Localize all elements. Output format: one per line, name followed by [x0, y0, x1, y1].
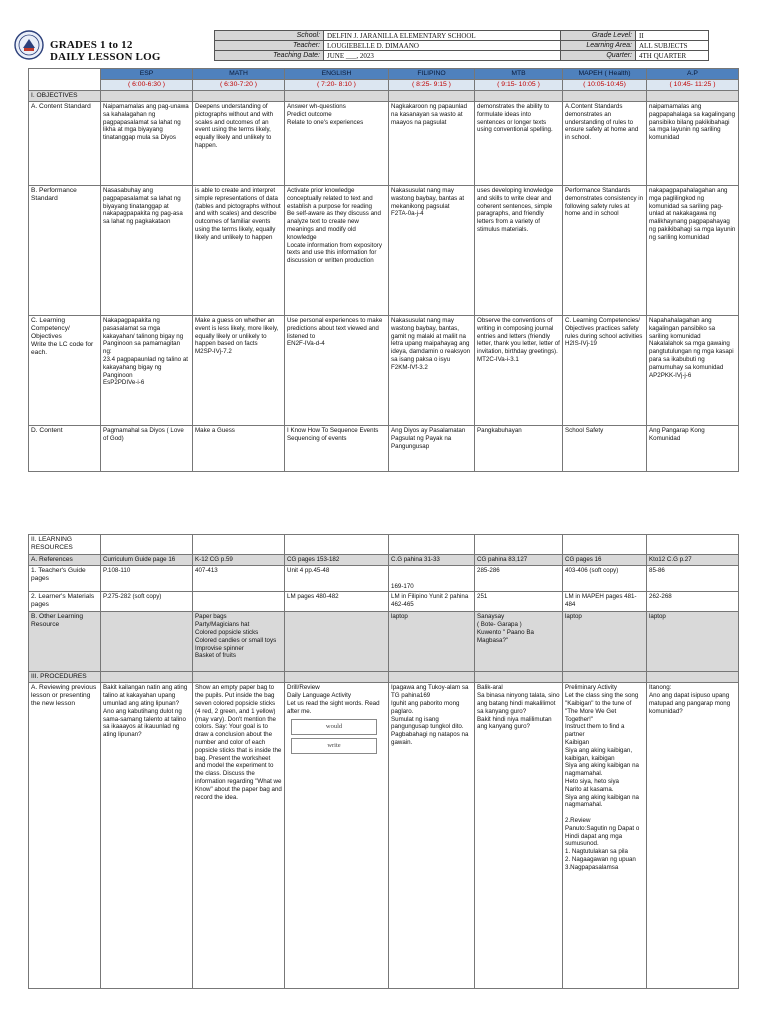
review-cell: Preliminary Activity Let the class sing the song "Kaibigan" to the tune of "The More We Get Together!" Instruct them to find a partner Kaibigan Siya ang aking kaibigan, kaibigan, kaibigan Siya ang aking kaibigan na nagmamahal. Heto siya, heto siya Narito at kasama. Siya ang aking kaibigan na nagmamahal. 2.Review Panuto:Sagutin ng Dapat o Hindi dapat ang mga sumusunod. 1. Nagtutulakan sa pila 2. Nagaagawan ng upuan 3.Nagpapasalamsa [563, 683, 647, 989]
references-cell: Curriculum Guide page 16 [101, 555, 193, 566]
time-math: ( 6:30-7:20 ) [193, 80, 285, 91]
teacher-guide-cell: 85-86 [647, 566, 739, 592]
teacher-guide-cell: 403-406 (soft copy) [563, 566, 647, 592]
area-value: ALL SUBJECTS [636, 41, 709, 51]
content-standard-label: A. Content Standard [29, 102, 101, 186]
competency-row [29, 316, 739, 426]
objectives-section [28, 68, 738, 472]
content-cell: I Know How To Sequence Events Sequencing of events [285, 426, 389, 472]
other-resources-cell: laptop [563, 612, 647, 672]
content-standard-cell: Naipamamalas ang pag-unawa sa kahalagahan ng pagpapasalamat sa lahat ng likha at mga biyayang tinatanggap mula sa Diyos [101, 102, 193, 186]
competency-cell: Nakapagpapakita ng pasasalamat sa mga kakayahan/ talinong bigay ng Panginoon sa pamamagitan ng: 23.4 pagpapaunlad ng talino at kakayahang bigay ng Panginoon EsP2PDIVe-i-6 [101, 316, 193, 426]
objectives-table [28, 68, 739, 472]
content-standard-cell: naipamamalas ang pagpapahalaga sa kagalingang pansibiko bilang pakikibahagi sa mga layunin ng sariling komunidad [647, 102, 739, 186]
time-ap: ( 10:45- 11:25 ) [647, 80, 739, 91]
time-filipino: ( 8:25- 9:15 ) [389, 80, 475, 91]
date-label: Teaching Date: [215, 51, 324, 61]
quarter-label: Quarter: [561, 51, 636, 61]
time-mapeh: ( 10:05-10:45) [563, 80, 647, 91]
resources-procedures-section [28, 534, 738, 989]
content-cell: Pagmamahal sa Diyos ( Love of God) [101, 426, 193, 472]
references-cell: CG pahina 83,127 [475, 555, 563, 566]
other-resources-cell [285, 612, 389, 672]
time-esp: ( 6:00-6:30 ) [101, 80, 193, 91]
teacher-guide-cell: 407-413 [193, 566, 285, 592]
competency-cell: Observe the conventions of writing in composing journal entries and letters (friendly letter, thank you letter, letter of invitation, birthday greetings). MT2C-IVa-i-3.1 [475, 316, 563, 426]
review-cell: Ipagawa ang Tukoy-alam sa TG pahina169 Iguhit ang paborito mong paglaro. Sumulat ng isang pangungusap tungkol dito. Pagbabahagi ng natapos na gawain. [389, 683, 475, 989]
performance-standard-cell: uses developing knowledge and skills to write clear and coherent sentences, simple paragraphs, and friendly letters from a variety of stimulus materials. [475, 186, 563, 316]
learner-materials-cell: LM in MAPEH pages 481-484 [563, 592, 647, 612]
review-label: A. Reviewing previous lesson or presenting the new lesson [29, 683, 101, 989]
other-resources-cell: laptop [647, 612, 739, 672]
info-table [214, 30, 709, 61]
subject-header-row [29, 69, 739, 80]
competency-cell: Make a guess on whether an event is less likely, more likely, equally likely or unlikely to happen based on facts M2SP-IVj-7.2 [193, 316, 285, 426]
grade-label: Grade Level: [561, 31, 636, 41]
learner-materials-cell: LM in Filipino Yunit 2 pahina 462-465 [389, 592, 475, 612]
subject-english: ENGLISH [285, 69, 389, 80]
subject-math: MATH [193, 69, 285, 80]
content-row [29, 426, 739, 472]
procedures-heading-row [29, 672, 739, 683]
corner-cell [29, 69, 101, 91]
content-cell: School Safety [563, 426, 647, 472]
time-mtb: ( 9:15- 10:05 ) [475, 80, 563, 91]
teacher-guide-cell: 285-286 [475, 566, 563, 592]
competency-label: C. Learning Competency/ Objectives Write the LC code for each. [29, 316, 101, 426]
review-cell-english [285, 683, 389, 989]
other-resources-cell [101, 612, 193, 672]
time-english: ( 7:20- 8:10 ) [285, 80, 389, 91]
learner-materials-cell [193, 592, 285, 612]
references-cell: K-12 CG p.59 [193, 555, 285, 566]
date-value: JUNE ___, 2023 [324, 51, 561, 61]
content-cell: Make a Guess [193, 426, 285, 472]
review-cell: Show an empty paper bag to the pupils. Put inside the bag seven colored popsicle sticks (4 red, 2 green, and 1 yellow) (may vary). Don't mention the colors. Say: Your goal is to draw a conclusion about the number and color of each popsicle sticks that is inside the bag. Present the worksheet and model the experiment to the class. Discuss the information regarding "What we Know" about the paper bag and record the idea. [193, 683, 285, 989]
teacher-guide-cell: Unit 4 pp.45-48 [285, 566, 389, 592]
other-resources-row [29, 612, 739, 672]
content-standard-cell: Answer wh-questions Predict outcome Relate to one's experiences [285, 102, 389, 186]
performance-standard-cell: nakapagpapahalagahan ang mga paglilingkod ng komunidad sa sariling pag-unlad at nakakagawa ng malikhaynang pagpapahayag ng pakikibahagi sa mga layunin ng sariling komunidad [647, 186, 739, 316]
learner-materials-cell: P.275-282 (soft copy) [101, 592, 193, 612]
performance-standard-cell: Activate prior knowledge conceptually related to text and establish a purpose for reading Be self-aware as they discuss and analyze text to create new meanings and modify old knowledge Locate information from expository texts and use this information for discussion or written production [285, 186, 389, 316]
learner-materials-cell: 251 [475, 592, 563, 612]
quarter-value: 4TH QUARTER [636, 51, 709, 61]
teacher-label: Teacher: [215, 41, 324, 51]
references-row [29, 555, 739, 566]
content-standard-cell: demonstrates the ability to formulate ideas into sentences or longer texts using conventional spelling. [475, 102, 563, 186]
other-resources-label: B. Other Learning Resource [29, 612, 101, 672]
other-resources-cell: laptop [389, 612, 475, 672]
references-label: A. References [29, 555, 101, 566]
performance-standard-cell: Performance Standards demonstrates consistency in following safety rules at home and in school [563, 186, 647, 316]
competency-cell: Napahahalagahan ang kagalingan pansibiko sa sariling komunidad Nakalalahok sa mga gawaing pangtutulungan ng mga kasapi para sa ikabubuti ng pamumuhay sa komunidad AP2PKK-IVj-j-6 [647, 316, 739, 426]
objectives-heading-row [29, 91, 739, 102]
content-cell: Pangkabuhayan [475, 426, 563, 472]
content-cell: Ang Diyos ay Pasalamatan Pagsulat ng Payak na Pangungusap [389, 426, 475, 472]
references-cell: CG pages 153-182 [285, 555, 389, 566]
review-cell: Balik-aral Sa binasa ninyong talata, sino ang batang hindi makalilimot sa kanyang guro? Bakit hindi niya malilimutan ang kanyang guro? [475, 683, 563, 989]
content-standard-row [29, 102, 739, 186]
learner-materials-cell: LM pages 480-482 [285, 592, 389, 612]
procedures-heading: III. PROCEDURES [29, 672, 101, 683]
subject-ap: A.P [647, 69, 739, 80]
teacher-value: LOUGIEBELLE D. DIMAANO [324, 41, 561, 51]
sight-word-box: would [291, 719, 377, 735]
content-standard-cell: A.Content Standards demonstrates an understanding of rules to ensure safety at home and in school. [563, 102, 647, 186]
competency-cell: C. Learning Competencies/ Objectives practices safety rules during school activities H2IS-IVj-19 [563, 316, 647, 426]
title-line1: GRADES 1 to 12 [50, 39, 133, 51]
review-row [29, 683, 739, 989]
resources-heading-row [29, 535, 739, 555]
subject-mtb: MTB [475, 69, 563, 80]
area-label: Learning Area: [561, 41, 636, 51]
references-cell: C.G pahina 31-33 [389, 555, 475, 566]
subject-filipino: FILIPINO [389, 69, 475, 80]
references-cell: CG pages 16 [563, 555, 647, 566]
deped-seal-icon [14, 30, 44, 60]
objectives-heading: I. OBJECTIVES [29, 91, 101, 102]
resources-table [28, 534, 739, 989]
content-standard-cell: Nagkakaroon ng papaunlad na kasanayan sa wasto at maayos na pagsulat [389, 102, 475, 186]
subject-mapeh: MAPEH ( Health) [563, 69, 647, 80]
teacher-guide-cell: P.108-110 [101, 566, 193, 592]
review-text: Drill/Review Daily Language Activity Let us read the sight words. Read after me. [287, 684, 380, 715]
other-resources-cell: Sanaysay ( Bote- Garapa ) Kuwento " Paano Ba Magbasa?" [475, 612, 563, 672]
school-value: DELFIN J. JARANILLA ELEMENTARY SCHOOL [324, 31, 561, 41]
resources-heading: II. LEARNING RESOURCES [29, 535, 101, 555]
teacher-guide-cell: 169-170 [389, 566, 475, 592]
competency-cell: Nakasusulat nang may wastong baybay, bantas, gamit ng malaki at maliit na letra upang maipahayag ang ideya, damdamin o reaksyon sa isang paksa o isyu F2KM-IVf-3.2 [389, 316, 475, 426]
performance-standard-cell: Nasasabuhay ang pagpapasalamat sa lahat ng biyayang tinatanggap at nakapagpapakita ng pag-asa sa lahat ng pagkakataon [101, 186, 193, 316]
performance-standard-label: B. Performance Standard [29, 186, 101, 316]
performance-standard-cell: Nakasusulat nang may wastong baybay, bantas at mekanikong pagsulat F2TA-0a-j-4 [389, 186, 475, 316]
content-standard-cell: Deepens understanding of pictographs without and with scales and outcomes of an event using the terms likely, equally likely and unlikely to happen. [193, 102, 285, 186]
learner-materials-label: 2. Learner's Materials pages [29, 592, 101, 612]
grade-value: II [636, 31, 709, 41]
learner-materials-cell: 262-268 [647, 592, 739, 612]
learner-materials-row [29, 592, 739, 612]
teacher-guide-row [29, 566, 739, 592]
competency-cell: Use personal experiences to make predictions about text viewed and listened to EN2F-IVa-d-4 [285, 316, 389, 426]
review-cell: Bakit kailangan natin ang ating talino at kakayahan upang umunlad ang ating lipunan? Ano ang kabutihang dulot ng sama-samang talento at talino sa ikaaayos at ikauunlad ng ating lipunan? [101, 683, 193, 989]
school-label: School: [215, 31, 324, 41]
other-resources-cell: Paper bags Party/Magicians hat Colored popsicle sticks Colored candies or small toys Improvise spinner Basket of fruits [193, 612, 285, 672]
performance-standard-cell: is able to create and interpret simple representations of data (tables and pictographs without and with scales) and describe outcomes of familiar events using the terms likely, equally likely and unlikely to happen [193, 186, 285, 316]
teacher-guide-label: 1. Teacher's Guide pages [29, 566, 101, 592]
sight-word-box: write [291, 738, 377, 754]
content-label: D. Content [29, 426, 101, 472]
subject-esp: ESP [101, 69, 193, 80]
log-title [50, 39, 161, 63]
title-line2: DAILY LESSON LOG [50, 51, 161, 63]
header [14, 30, 742, 64]
references-cell: Kto12 C.G p.27 [647, 555, 739, 566]
performance-standard-row [29, 186, 739, 316]
content-cell: Ang Pangarap Kong Komunidad [647, 426, 739, 472]
review-cell: Itanong: Ano ang dapat isipuso upang matupad ang pangarap mong komunidad? [647, 683, 739, 989]
time-row [29, 80, 739, 91]
